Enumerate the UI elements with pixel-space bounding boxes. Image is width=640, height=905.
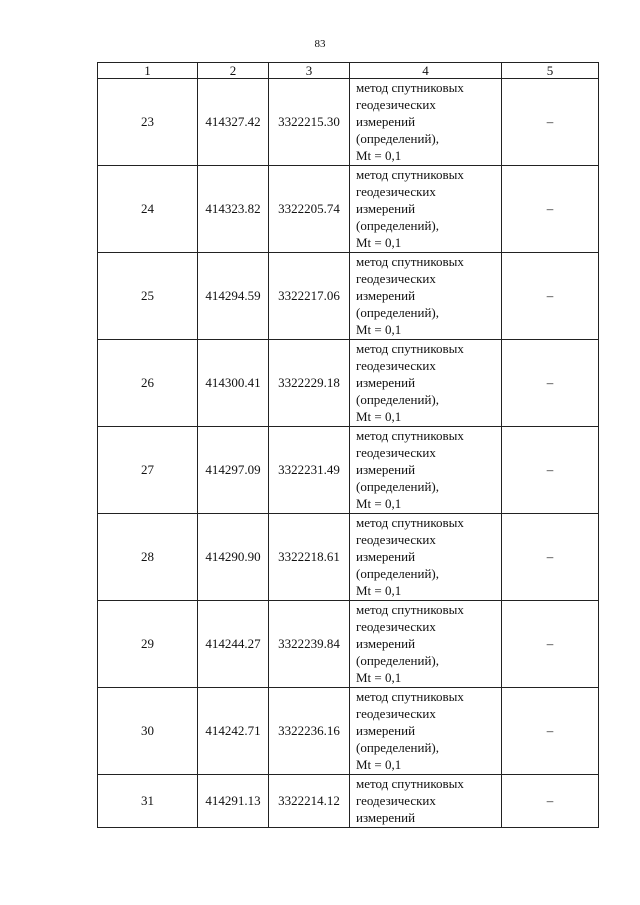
x-coordinate-cell: 414244.27 bbox=[198, 601, 269, 688]
y-coordinate-cell: 3322236.16 bbox=[269, 688, 350, 775]
x-coordinate-cell: 414323.82 bbox=[198, 166, 269, 253]
column-5-cell bbox=[502, 253, 599, 340]
method-cell: метод спутниковых геодезических измерений (определений), Mt = 0,1 bbox=[350, 79, 502, 166]
column-5-cell bbox=[502, 79, 599, 166]
dash-value: – bbox=[546, 462, 554, 477]
x-coordinate-cell: 414290.90 bbox=[198, 514, 269, 601]
method-cell: метод спутниковых геодезических измерений (определений), Mt = 0,1 bbox=[350, 253, 502, 340]
point-number-cell: 31 bbox=[98, 775, 198, 828]
table-row bbox=[98, 340, 599, 427]
point-number-cell: 29 bbox=[98, 601, 198, 688]
column-5-cell bbox=[502, 775, 599, 828]
x-coordinate-cell: 414242.71 bbox=[198, 688, 269, 775]
method-cell: метод спутниковых геодезических измерений (определений), Mt = 0,1 bbox=[350, 688, 502, 775]
y-coordinate-cell: 3322218.61 bbox=[269, 514, 350, 601]
point-number-cell: 24 bbox=[98, 166, 198, 253]
dash-value: – bbox=[546, 201, 554, 216]
method-cell: метод спутниковых геодезических измерений (определений), Mt = 0,1 bbox=[350, 514, 502, 601]
table-row bbox=[98, 427, 599, 514]
y-coordinate-cell: 3322239.84 bbox=[269, 601, 350, 688]
x-coordinate-cell: 414291.13 bbox=[198, 775, 269, 828]
table-row bbox=[98, 79, 599, 166]
column-5-cell bbox=[502, 514, 599, 601]
table-row bbox=[98, 601, 599, 688]
method-cell: метод спутниковых геодезических измерений (определений), Mt = 0,1 bbox=[350, 166, 502, 253]
table-header-row bbox=[98, 63, 599, 79]
dash-value: – bbox=[546, 375, 554, 390]
dash-value: – bbox=[546, 114, 554, 129]
page-number: 83 bbox=[314, 38, 326, 50]
x-coordinate-cell: 414300.41 bbox=[198, 340, 269, 427]
column-header-3: 3 bbox=[269, 63, 350, 79]
column-header-1: 1 bbox=[98, 63, 198, 79]
x-coordinate-cell: 414294.59 bbox=[198, 253, 269, 340]
column-header-5: 5 bbox=[502, 63, 599, 79]
method-cell: метод спутниковых геодезических измерений bbox=[350, 775, 502, 828]
x-coordinate-cell: 414327.42 bbox=[198, 79, 269, 166]
column-5-cell bbox=[502, 427, 599, 514]
y-coordinate-cell: 3322229.18 bbox=[269, 340, 350, 427]
dash-value: – bbox=[546, 793, 554, 808]
table-row bbox=[98, 775, 599, 828]
coordinates-table bbox=[97, 62, 599, 828]
point-number-cell: 25 bbox=[98, 253, 198, 340]
table-row bbox=[98, 253, 599, 340]
column-5-cell bbox=[502, 601, 599, 688]
method-cell: метод спутниковых геодезических измерений (определений), Mt = 0,1 bbox=[350, 427, 502, 514]
dash-value: – bbox=[546, 288, 554, 303]
column-5-cell bbox=[502, 166, 599, 253]
y-coordinate-cell: 3322231.49 bbox=[269, 427, 350, 514]
table-row bbox=[98, 688, 599, 775]
column-header-2: 2 bbox=[198, 63, 269, 79]
point-number-cell: 27 bbox=[98, 427, 198, 514]
x-coordinate-cell: 414297.09 bbox=[198, 427, 269, 514]
method-cell: метод спутниковых геодезических измерений (определений), Mt = 0,1 bbox=[350, 601, 502, 688]
point-number-cell: 26 bbox=[98, 340, 198, 427]
dash-value: – bbox=[546, 723, 554, 738]
point-number-cell: 28 bbox=[98, 514, 198, 601]
point-number-cell: 23 bbox=[98, 79, 198, 166]
dash-value: – bbox=[546, 636, 554, 651]
y-coordinate-cell: 3322217.06 bbox=[269, 253, 350, 340]
column-header-4: 4 bbox=[350, 63, 502, 79]
method-cell: метод спутниковых геодезических измерений (определений), Mt = 0,1 bbox=[350, 340, 502, 427]
table-row bbox=[98, 514, 599, 601]
table-row bbox=[98, 166, 599, 253]
point-number-cell: 30 bbox=[98, 688, 198, 775]
y-coordinate-cell: 3322205.74 bbox=[269, 166, 350, 253]
y-coordinate-cell: 3322215.30 bbox=[269, 79, 350, 166]
y-coordinate-cell: 3322214.12 bbox=[269, 775, 350, 828]
column-5-cell bbox=[502, 688, 599, 775]
column-5-cell bbox=[502, 340, 599, 427]
dash-value: – bbox=[546, 549, 554, 564]
